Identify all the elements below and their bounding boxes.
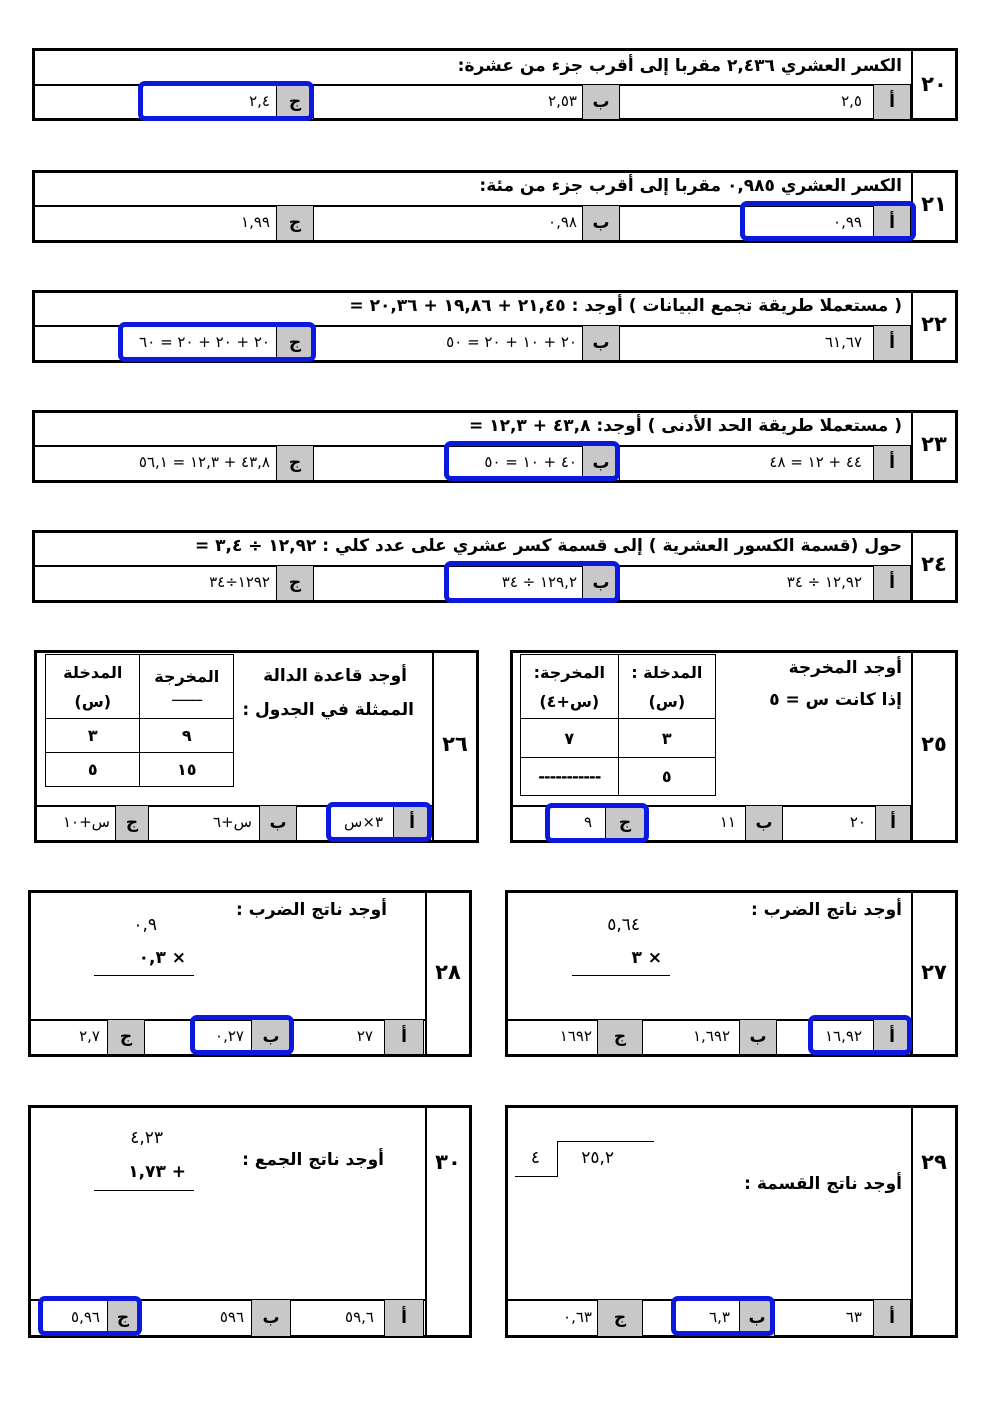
option-b-value[interactable]: ١٢٩,٢ ÷ ٣٤ — [501, 573, 577, 591]
option-a-value[interactable]: ٢٧ — [356, 1027, 373, 1045]
option-c-value[interactable]: ٩ — [583, 813, 592, 831]
option-a-label[interactable]: أ — [873, 1020, 911, 1054]
input-cell: ٣ — [46, 719, 140, 753]
answer-highlight — [38, 1296, 142, 1336]
divisor-line — [515, 1176, 558, 1177]
question-number: ٢٤ — [921, 552, 947, 576]
question-number: ٢٧ — [921, 960, 947, 984]
option-b-label[interactable]: ب — [739, 1020, 777, 1054]
question-stem-line2: الممثلة في الجدول : — [242, 700, 414, 720]
answer-highlight — [444, 441, 620, 481]
answer-highlight — [138, 81, 314, 121]
option-a-label[interactable]: أ — [873, 85, 911, 119]
division-bar — [557, 1141, 654, 1142]
option-b-value[interactable]: ١١ — [719, 813, 736, 831]
question-stem-line1: أوجد المخرجة — [788, 658, 902, 678]
option-a-value[interactable]: ٦٣ — [845, 1308, 862, 1326]
question-stem: ( مستعملا طريقة الحد الأدنى ) أوجد: ٤٣,٨ + ١٢,٣ = — [469, 416, 902, 436]
answer-highlight — [326, 802, 432, 842]
option-a-label[interactable]: أ — [873, 566, 911, 600]
answer-highlight — [444, 561, 620, 603]
option-b-label[interactable]: ب — [582, 566, 620, 600]
option-b-label[interactable]: ب — [739, 1300, 775, 1336]
option-a-value[interactable]: ٦١,٦٧ — [825, 333, 862, 351]
question-stem: أوجد ناتج الضرب : — [750, 900, 902, 920]
option-a-label[interactable]: أ — [875, 806, 911, 840]
question-stem-line2: إذا كانت س = ٥ — [769, 690, 902, 710]
answer-highlight — [190, 1015, 294, 1055]
product-line — [94, 975, 194, 976]
option-b-value[interactable]: ٠,٢٧ — [215, 1027, 244, 1045]
option-c-label[interactable]: ج — [276, 206, 314, 240]
option-b-label[interactable]: ب — [582, 326, 620, 360]
option-a-value[interactable]: ٤٤ + ١٢ = ٤٨ — [769, 453, 862, 471]
input-header-2: (س) — [648, 691, 686, 711]
option-b-label[interactable]: ب — [251, 1300, 291, 1336]
output-cell: ١٥ — [140, 753, 234, 787]
question-number: ٢٩ — [921, 1150, 947, 1174]
question-stem: حول (قسمة الكسور العشرية ) إلى قسمة كسر عشري على عدد كلي : ١٢,٩٢ ÷ ٣,٤ = — [194, 536, 902, 556]
option-a-value[interactable]: ٥٩,٦ — [345, 1308, 374, 1326]
option-a-value[interactable]: ٢,٥ — [841, 92, 862, 110]
divisor: ٤ — [530, 1148, 540, 1168]
addend-bottom: + ١,٧٣ — [128, 1162, 186, 1182]
output-header-1: المخرجة — [154, 667, 220, 686]
option-b-value[interactable]: ٠,٩٨ — [548, 213, 577, 231]
answer-highlight — [671, 1296, 775, 1336]
output-header-2: ----------- — [171, 696, 202, 706]
option-c-label[interactable]: ج — [276, 326, 314, 360]
input-header-1: المدخلة : — [631, 662, 703, 682]
question-stem: أوجد ناتج الجمع : — [242, 1150, 384, 1170]
option-b-label[interactable]: ب — [259, 806, 297, 840]
question-stem: ( مستعملا طريقة تجمع البيانات ) أوجد : ٢١,٤٥ + ١٩,٨٦ + ٢٠,٣٦ = — [349, 296, 902, 316]
question-number: ٢٦ — [442, 732, 468, 756]
option-c-value[interactable]: ١٦٩٢ — [559, 1027, 592, 1045]
option-c-label[interactable]: ج — [605, 806, 645, 840]
option-c-value[interactable]: ١٢٩٢÷٣٤ — [209, 573, 270, 591]
input-header-1: المدخلة — [63, 662, 123, 682]
question-number: ٣٠ — [435, 1150, 461, 1174]
option-a-label[interactable]: أ — [873, 446, 911, 480]
addend-top: ٤,٢٣ — [130, 1128, 163, 1148]
output-blank: ----------- — [521, 758, 619, 796]
multiplier: × ٠,٣ — [138, 948, 186, 968]
answer-highlight — [545, 803, 649, 843]
input-cell: ٣ — [618, 719, 715, 758]
input-cell: ٥ — [618, 758, 715, 796]
option-a-label[interactable]: أ — [393, 806, 431, 840]
option-a-label[interactable]: أ — [384, 1300, 424, 1336]
option-b-label[interactable]: ب — [582, 206, 620, 240]
option-c-value[interactable]: ١,٩٩ — [241, 213, 270, 231]
question-stem: الكسر العشري ٠,٩٨٥ مقربا إلى أقرب جزء من مئة: — [479, 176, 902, 196]
option-c-value[interactable]: ٢٠ + ٢٠ + ٢٠ = ٦٠ — [139, 333, 270, 351]
question-number: ٢٠ — [921, 72, 947, 96]
multiplicand: ٠,٩ — [133, 915, 157, 935]
option-a-value[interactable]: ٢٠ — [849, 813, 866, 831]
option-b-value[interactable]: ٢٠ + ١٠ + ٢٠ = ٥٠ — [446, 333, 577, 351]
output-cell: ٩ — [140, 719, 234, 753]
option-a-label[interactable]: أ — [873, 326, 911, 360]
option-c-label[interactable]: ج — [107, 1300, 139, 1336]
option-b-value[interactable]: س+٦ — [213, 813, 252, 831]
question-stem: أوجد ناتج القسمة : — [744, 1174, 902, 1194]
question-number: ٢١ — [921, 192, 947, 216]
function-table — [45, 654, 234, 787]
output-header-1: المخرجة: — [533, 662, 605, 682]
option-b-value[interactable]: ٤٠ + ١٠ = ٥٠ — [484, 453, 577, 471]
question-stem: أوجد ناتج الضرب : — [235, 900, 387, 920]
input-cell: ٥ — [46, 753, 140, 787]
input-header-2: (س) — [74, 691, 112, 711]
option-c-label[interactable]: ج — [276, 446, 314, 480]
option-c-value[interactable]: ٤٣,٨ + ١٢,٣ = ٥٦,١ — [138, 453, 270, 471]
option-a-value[interactable]: ٠,٩٩ — [833, 213, 862, 231]
question-number: ٢٥ — [921, 732, 947, 756]
question-number: ٢٢ — [921, 312, 947, 336]
option-b-value[interactable]: ٥٩٦ — [219, 1308, 244, 1326]
sum-line — [94, 1190, 194, 1191]
question-stem: الكسر العشري ٢,٤٣٦ مقربا إلى أقرب جزء من عشرة: — [457, 56, 902, 76]
option-b-value[interactable]: ٢,٥٣ — [548, 92, 577, 110]
option-a-value[interactable]: ١٦,٩٢ — [825, 1027, 862, 1045]
option-b-value[interactable]: ١,٦٩٢ — [693, 1027, 730, 1045]
multiplier: × ٣ — [631, 948, 662, 968]
option-b-label[interactable]: ب — [745, 806, 783, 840]
option-a-label[interactable]: أ — [384, 1020, 424, 1054]
output-header-2: (س+٤) — [539, 691, 600, 711]
option-c-value[interactable]: ٢,٤ — [249, 92, 270, 110]
option-c-label[interactable]: ج — [276, 85, 314, 119]
answer-highlight — [118, 322, 316, 362]
option-a-value[interactable]: ١٢,٩٢ ÷ ٣٤ — [786, 573, 862, 591]
option-c-label[interactable]: ج — [597, 1300, 643, 1336]
multiplicand: ٥,٦٤ — [607, 915, 640, 935]
option-c-value[interactable]: ٥,٩٦ — [71, 1308, 100, 1326]
dividend: ٢٥,٢ — [581, 1148, 614, 1168]
division-bracket — [557, 1141, 558, 1176]
function-table — [520, 654, 716, 796]
option-c-value[interactable]: ٠,٦٣ — [563, 1308, 592, 1326]
option-b-label[interactable]: ب — [582, 85, 620, 119]
option-c-value[interactable]: ٢,٧ — [79, 1027, 100, 1045]
option-a-label[interactable]: أ — [873, 1300, 911, 1336]
option-a-label[interactable]: أ — [873, 206, 911, 240]
question-stem-line1: أوجد قاعدة الدالة — [263, 666, 407, 686]
product-line — [572, 975, 670, 976]
option-b-label[interactable]: ب — [251, 1020, 291, 1054]
answer-highlight — [740, 201, 916, 241]
question-number: ٢٣ — [921, 432, 947, 456]
question-number: ٢٨ — [435, 960, 461, 984]
option-c-label[interactable]: ج — [276, 566, 314, 600]
answer-highlight — [808, 1015, 912, 1055]
output-cell: ٧ — [521, 719, 619, 758]
option-b-label[interactable]: ب — [582, 446, 620, 480]
option-c-label[interactable]: ج — [107, 1020, 145, 1054]
option-c-label[interactable]: ج — [597, 1020, 643, 1054]
option-b-value[interactable]: ٦,٣ — [709, 1308, 730, 1326]
option-c-label[interactable]: ج — [115, 806, 149, 840]
option-a-value[interactable]: ٣×س — [344, 813, 383, 831]
option-c-value[interactable]: س+١٠ — [62, 813, 110, 831]
